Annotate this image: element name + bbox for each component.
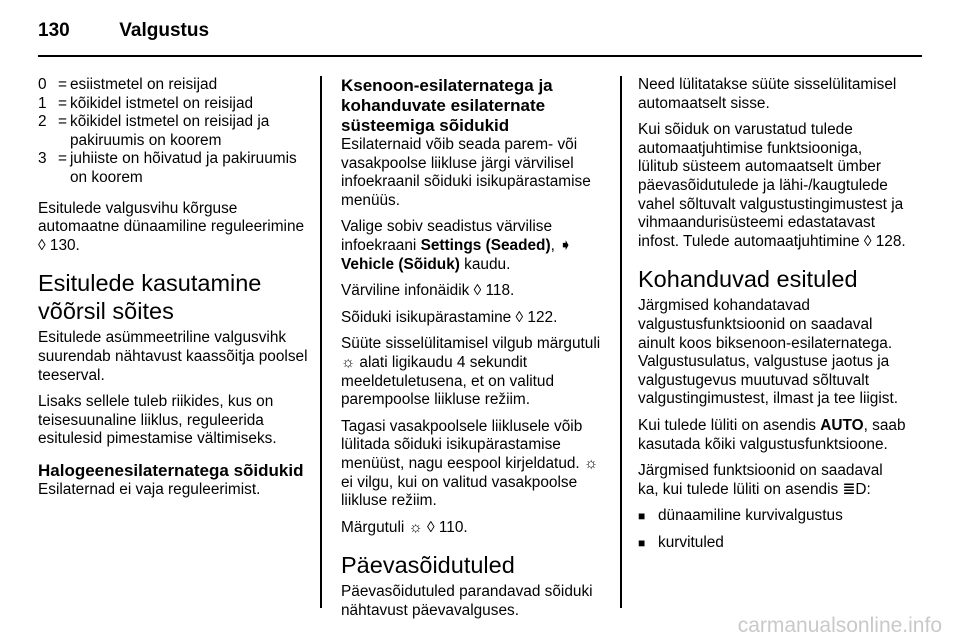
paragraph: Sõiduki isikupärastamine ◊ 122. (341, 308, 558, 326)
list-number: 3 (38, 150, 47, 168)
header-rule (38, 55, 922, 57)
bullet-item (638, 507, 906, 526)
column-2 (341, 76, 606, 628)
paragraph: Lisaks sellele tuleb riikides, kus on teisesuunaline liiklus, reguleerida esitulesid pimestamise vältimiseks. (38, 393, 277, 448)
paragraph (638, 417, 906, 454)
section-heading: Kohanduvad esituled (638, 266, 858, 293)
arrow-icon: , ➧ (550, 236, 573, 254)
section-heading: Esitulede kasutamine võõrsil sõites (38, 270, 262, 325)
column-3 (638, 76, 906, 560)
list-number: 2 (38, 113, 47, 131)
list-item: 1 = kõikidel istmetel on reisijad (38, 95, 308, 114)
paragraph (341, 218, 606, 274)
bullet-text: kurvituled (658, 533, 724, 551)
list-number: 0 (38, 76, 47, 93)
text: Valige sobiv seadistus värvilise infoekraani (341, 218, 553, 254)
list-text: kõikidel istmetel on reisijad ja pakiruumis on koorem (70, 113, 270, 149)
column-divider-1 (320, 76, 322, 608)
text: kaudu. (459, 255, 511, 273)
list-item: 0 = esiistmetel on reisijad (38, 76, 308, 95)
list-item: 3 = juhiiste on hõivatud ja pakiruumis on koorem (38, 150, 308, 187)
section-heading: Päevasõidutuled (341, 552, 515, 579)
list-number: 1 (38, 94, 47, 112)
column-divider-2 (620, 76, 622, 608)
list-text: kõikidel istmetel on reisijad (70, 94, 254, 112)
paragraph: Need lülitatakse süüte sisselülitamisel automaatselt sisse. (638, 76, 897, 112)
paragraph: Tagasi vasakpoolsele liiklusele võib lülitada sõiduki isikupärastamise menüüst, nagu eespool kirjeldatud. ☼ ei vilgu, kui on valitud vasakpoolse liikluse režiim. (341, 417, 599, 510)
paragraph: Esilaternaid võib seada parem- või vasakpoolse liikluse järgi värvilisel infoekraanil sõiduki isikupärastamise menüüs. (341, 136, 591, 209)
column-1 (38, 76, 308, 508)
watermark: carmanualsonline.info (737, 614, 942, 638)
text: , saab kasutada kõiki valgustusfunktsioone. (638, 416, 906, 453)
text: Kui tulede lüliti on asendis (638, 416, 821, 434)
auto-label: AUTO (820, 416, 864, 434)
bullet-item (638, 534, 906, 553)
subsection-heading: Halogeenesilaternatega sõidukid (38, 460, 304, 480)
bullet-text: dünaamiline kurvivalgustus (658, 507, 843, 525)
menu-name-vehicle: Vehicle (Sõiduk) (341, 255, 460, 273)
page-number: 130 (38, 20, 70, 41)
menu-name-settings: Settings (Seaded) (420, 236, 551, 254)
paragraph: Märgutuli ☼ ◊ 110. (341, 518, 468, 536)
paragraph: Süüte sisselülitamisel vilgub märgutuli ☼ alati ligikaudu 4 sekundit meeldetuletusena, et on valitud parempoolse liikluse režiim. (341, 335, 601, 409)
paragraph: Päevasõidutuled parandavad sõiduki nähtavust päevavalguses. (341, 583, 593, 619)
square-bullet-icon: ■ (638, 509, 646, 524)
paragraph: Järgmised funktsioonid on saadaval ka, kui tulede lüliti on asendis ≣D: (638, 462, 883, 498)
list-item: 2 = kõikidel istmetel on reisijad ja pakiruumis on koorem (38, 113, 308, 150)
page-header (38, 19, 209, 43)
paragraph: Esitulede valgusvihu kõrguse automaatne dünaamiline reguleerimine ◊ 130. (38, 199, 305, 254)
square-bullet-icon: ■ (638, 535, 646, 550)
subsection-heading: Ksenoon-esilaternatega ja kohanduvate esilaternate süsteemiga sõidukid (341, 76, 553, 135)
paragraph: Esitulede asümmeetriline valgusvihk suurendab nähtavust kaassõitja poolsel teeserval. (38, 329, 308, 384)
list-text: esiistmetel on reisijad (70, 76, 218, 93)
paragraph: Värviline infonäidik ◊ 118. (341, 282, 515, 300)
occupancy-list (38, 76, 308, 188)
section-title: Valgustus (119, 20, 210, 41)
paragraph: Kui sõiduk on varustatud tulede automaatjuhtimise funktsiooniga, lülitub süsteem automaatselt ümber päevasõidutulede ja lähi-/kaugtulede vahel sõltuvalt valgustustingimustest ja vihmaandurisüsteemi edastatavast infost. Tulede automaatjuhtimine ◊ 128. (638, 121, 906, 250)
paragraph: Järgmised kohandatavad valgustusfunktsioonid on saadaval ainult koos biksenoon-esilaternatega. Valgustusulatus, valgustuse jaotus ja valgustugevus muutuvad sõltuvalt valgustingimustest, ilmast ja tee liigist. (638, 297, 899, 408)
list-text: juhiiste on hõivatud ja pakiruumis on koorem (70, 150, 297, 186)
paragraph: Esilaternad ei vaja reguleerimist. (38, 480, 261, 498)
